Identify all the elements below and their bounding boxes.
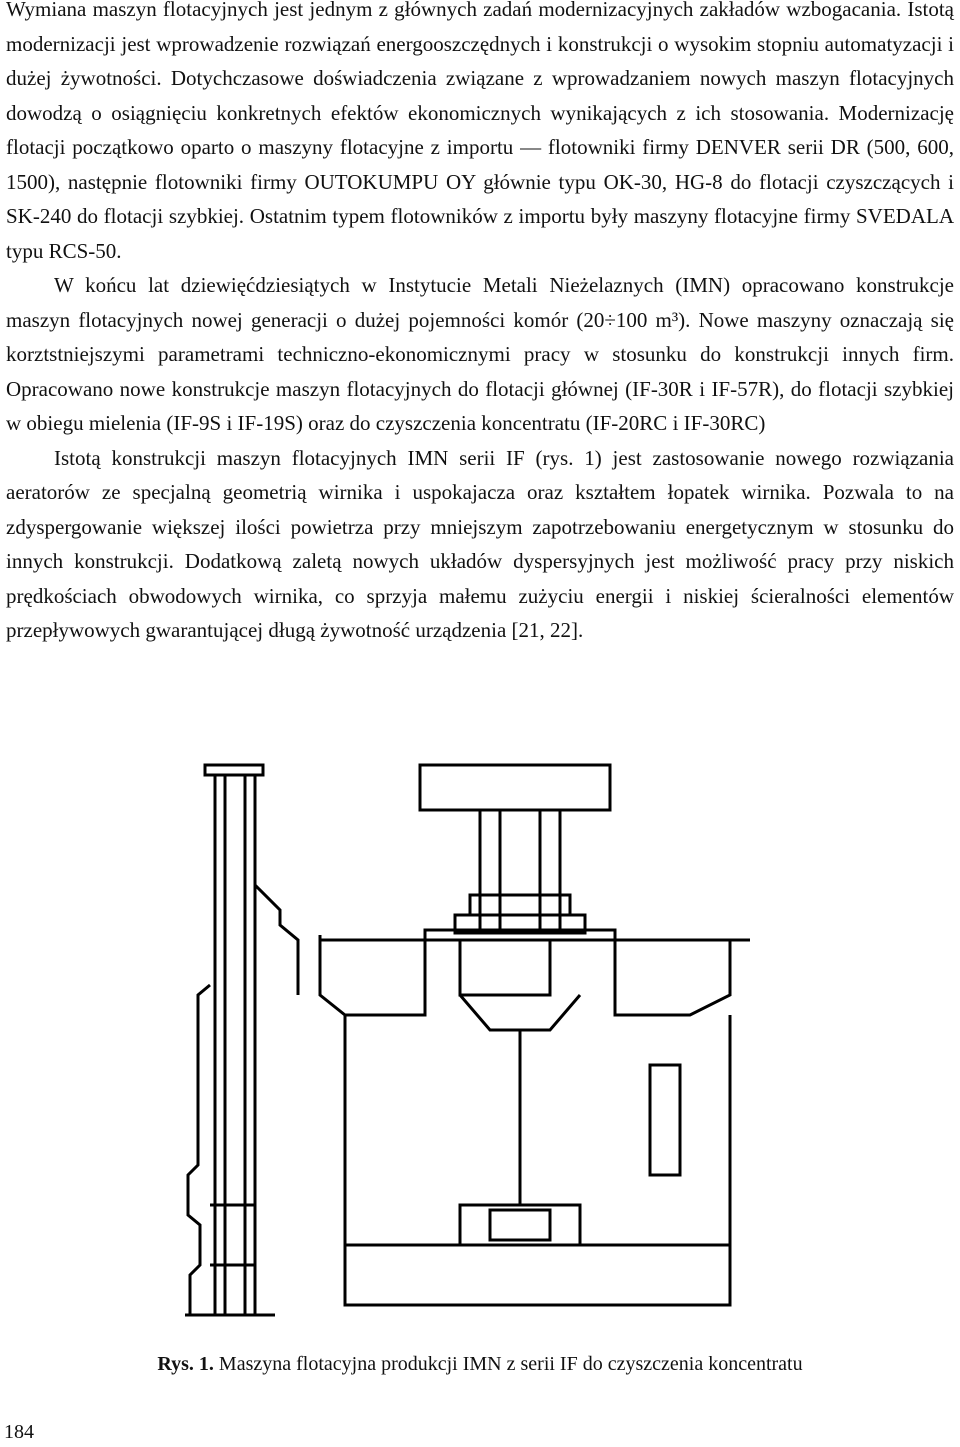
flotation-tank [320,930,750,1305]
paragraph-1: Wymiana maszyn flotacyjnych jest jednym z głównych zadań modernizacyjnych zakładów wzbogacania. Istotą modernizacji jest wprowadzenie rozwiązań energooszczędnych i konstrukcji o wysokim stopniu automatyzacji i dużej żywotności. Dotychczasowe doświadczenia związane z wprowadzaniem nowych maszyn flotacyjnych dowodzą o osiągnięciu konkretnych efektów ekonomicznych wynikających z ich stosowania. Modernizację flotacji początkowo oparto o maszyny flotacyjne z importu — flotowniki firmy DENVER serii DR (500, 600, 1500), następnie flotowniki firmy OUTOKUMPU OY głównie typu OK-30, HG-8 do flotacji czyszczących i SK-240 do flotacji szybkiej. Ostatnim typem flotowników z importu były maszyny flotacyjne firmy SVEDALA typu RCS-50. [6,0,954,263]
caption-text: Maszyna flotacyjna produkcji IMN z serii IF do czyszczenia koncentratu [213,1353,803,1375]
page-number: 184 [4,1421,34,1443]
caption-label: Rys. 1. [157,1353,214,1375]
feed-pipe-column [185,765,298,1315]
stator-cone [460,940,580,1245]
body-text [6,0,954,648]
paragraph-2: W końcu lat dziewięćdziesiątych w Instytucie Metali Nieżelaznych (IMN) opracowano konstrukcje maszyn flotacyjnych nowej generacji o dużej pojemności komór (20÷100 m³). Nowe maszyny oznaczają się korztstniejszymi parametrami techniczno-ekonomicznymi pracy w stosunku do konstrukcji innych firm. Opracowano nowe konstrukcje maszyn flotacyjnych do flotacji głównej (IF-30R i IF-57R), do flotacji szybkiej w obiegu mielenia (IF-9S i IF-19S) oraz do czyszczenia koncentratu (IF-20RC i IF-30RC) [6,273,954,435]
flotation-machine-drawing [170,745,790,1345]
drive-motor [420,765,610,933]
paragraph-3: Istotą konstrukcji maszyn flotacyjnych IMN serii IF (rys. 1) jest zastosowanie nowego rozwiązania aeratorów ze specjalną geometrią wirnika i uspokajacza oraz kształtem łopatek wirnika. Pozwala to na zdyspergowanie większej ilości powietrza przy mniejszym zapotrzebowaniu energetycznym w stosunku do innych konstrukcji. Dodatkową zaletą nowych układów dyspersyjnych jest możliwość pracy przy niskich prędkościach obwodowych wirnika, co sprzyja małemu zużyciu energii i niskiej ścieralności elementów przepływowych gwarantującej długą żywotność urządzenia [21, 22]. [6,445,954,642]
figure-caption [0,1353,960,1376]
